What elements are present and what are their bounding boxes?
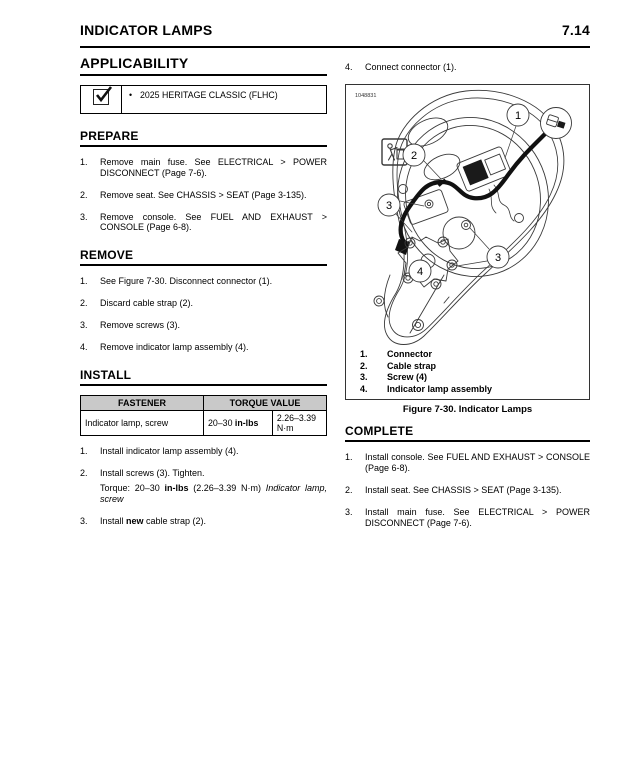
step-number: 1. <box>80 275 88 286</box>
applicability-model: 2025 HERITAGE CLASSIC (FLHC) <box>140 90 278 100</box>
screw-left <box>425 200 433 208</box>
step-number: 3. <box>80 515 88 526</box>
install-steps <box>80 446 327 526</box>
applicability-table <box>80 85 327 114</box>
step-text: See Figure 7-30. Disconnect connector (1). <box>100 275 273 286</box>
callout-3-right <box>487 246 509 268</box>
applicability-checkbox-cell <box>81 86 122 114</box>
complete-steps <box>345 452 590 528</box>
step-text: Remove indicator lamp assembly (4). <box>100 342 249 353</box>
step-number: 1. <box>80 445 88 456</box>
step-number: 2. <box>80 189 88 200</box>
step-text: Install main fuse. See ELECTRICAL > POWER DISCONNECT (Page 7-6). <box>365 507 590 528</box>
step-number: 2. <box>345 485 353 496</box>
checked-checkbox-icon <box>93 89 109 105</box>
section-heading-install: INSTALL <box>80 368 327 386</box>
step-number: 3. <box>80 320 88 331</box>
torque-table-header-row <box>81 395 327 410</box>
torque-imperial: 20–30 in-lbs <box>204 410 273 435</box>
section-heading-complete: COMPLETE <box>345 424 590 442</box>
torque-table-row <box>81 410 327 435</box>
torque-col-value: TORQUE VALUE <box>204 395 327 410</box>
legend-item <box>360 384 589 396</box>
step-number: 2. <box>80 467 88 478</box>
svg-text:3: 3 <box>494 252 502 265</box>
figure-photo-id: 1048831 <box>355 93 377 100</box>
callout-1 <box>507 104 529 126</box>
right-column <box>345 52 590 540</box>
callout-3-left <box>378 194 400 216</box>
procedure-step <box>80 157 327 178</box>
procedure-step <box>345 62 590 73</box>
torque-metric: 2.26–3.39 N·m <box>272 410 326 435</box>
page-header <box>80 22 590 38</box>
figure-caption: Figure 7-30. Indicator Lamps <box>402 404 533 416</box>
svg-text:3: 3 <box>385 200 393 213</box>
procedure-step <box>80 276 327 287</box>
step-text: Install indicator lamp assembly (4). <box>100 445 239 456</box>
legend-label: Indicator lamp assembly <box>387 383 493 394</box>
procedure-step <box>80 190 327 201</box>
step-text: Remove seat. See CHASSIS > SEAT (Page 3-135). <box>100 189 307 200</box>
connector-detail-bubble <box>541 108 572 139</box>
procedure-step <box>80 446 327 457</box>
step-text: Remove console. See FUEL AND EXHAUST > CONSOLE (Page 6-8). <box>100 211 327 233</box>
callout-4 <box>409 260 431 282</box>
header-rule <box>80 46 590 48</box>
connector-housing <box>456 146 512 192</box>
screw-upper <box>462 221 471 230</box>
procedure-step <box>80 298 327 309</box>
legend-item <box>360 361 589 373</box>
console-shell-inner-lip <box>389 98 558 337</box>
legend-number: 4. <box>360 383 368 394</box>
console-illustration <box>346 85 589 347</box>
bullet-icon: • <box>129 90 133 100</box>
legend-number: 1. <box>360 349 368 360</box>
legend-label: Cable strap <box>387 360 437 371</box>
step-number: 1. <box>80 157 88 167</box>
step-number: 4. <box>345 62 353 72</box>
step-number: 1. <box>345 452 353 463</box>
step-text: Remove main fuse. See ELECTRICAL > POWER DISCONNECT (Page 7-6). <box>100 157 327 178</box>
step-text: Install seat. See CHASSIS > SEAT (Page 3-135). <box>365 485 562 496</box>
install-steps-continued <box>345 62 590 73</box>
left-column <box>80 55 327 538</box>
step-text: Install console. See FUEL AND EXHAUST > CONSOLE (Page 6-8). <box>365 452 590 474</box>
svg-text:1: 1 <box>514 110 522 123</box>
procedure-step <box>80 516 327 527</box>
legend-number: 2. <box>360 360 368 371</box>
step-text: Remove screws (3). <box>100 320 181 331</box>
step-text: Install new cable strap (2). <box>100 515 207 526</box>
torque-table <box>80 395 327 436</box>
procedure-step <box>80 212 327 233</box>
legend-label: Screw (4) <box>387 372 428 383</box>
figure-legend <box>346 347 589 399</box>
legend-number: 3. <box>360 372 368 383</box>
section-heading-applicability: APPLICABILITY <box>80 55 327 76</box>
step-text: Connect connector (1). <box>365 62 457 72</box>
page-title: INDICATOR LAMPS <box>80 22 213 38</box>
procedure-step <box>345 485 590 496</box>
prepare-steps <box>80 157 327 233</box>
legend-item <box>360 349 589 361</box>
procedure-step <box>345 507 590 528</box>
section-heading-prepare: PREPARE <box>80 129 327 147</box>
legend-item <box>360 372 589 384</box>
torque-note: Torque: 20–30 in-lbs (2.26–3.39 N·m) Indicator lamp, screw <box>100 483 328 504</box>
figure-7-30 <box>345 84 590 400</box>
callout-2 <box>403 144 425 166</box>
svg-text:2: 2 <box>410 150 418 163</box>
torque-fastener: Indicator lamp, screw <box>81 410 204 435</box>
step-number: 3. <box>80 211 88 222</box>
step-text: Install screws (3). Tighten. Torque: 20–30 in-lbs (2.26–3.39 N·m) Indicator lamp, screw <box>100 467 328 504</box>
step-number: 2. <box>80 298 88 309</box>
torque-col-fastener: FASTENER <box>81 395 204 410</box>
step-number: 4. <box>80 342 88 353</box>
procedure-step <box>80 320 327 331</box>
step-text: Discard cable strap (2). <box>100 298 194 309</box>
procedure-step <box>80 342 327 353</box>
procedure-step <box>80 468 327 504</box>
applicability-row <box>81 86 327 114</box>
procedure-step <box>345 452 590 473</box>
legend-label: Connector <box>387 349 432 360</box>
step-number: 3. <box>345 507 353 518</box>
page-number: 7.14 <box>561 22 590 38</box>
section-heading-remove: REMOVE <box>80 248 327 266</box>
svg-text:4: 4 <box>416 266 424 279</box>
remove-steps <box>80 276 327 353</box>
applicability-model-cell <box>122 86 327 114</box>
